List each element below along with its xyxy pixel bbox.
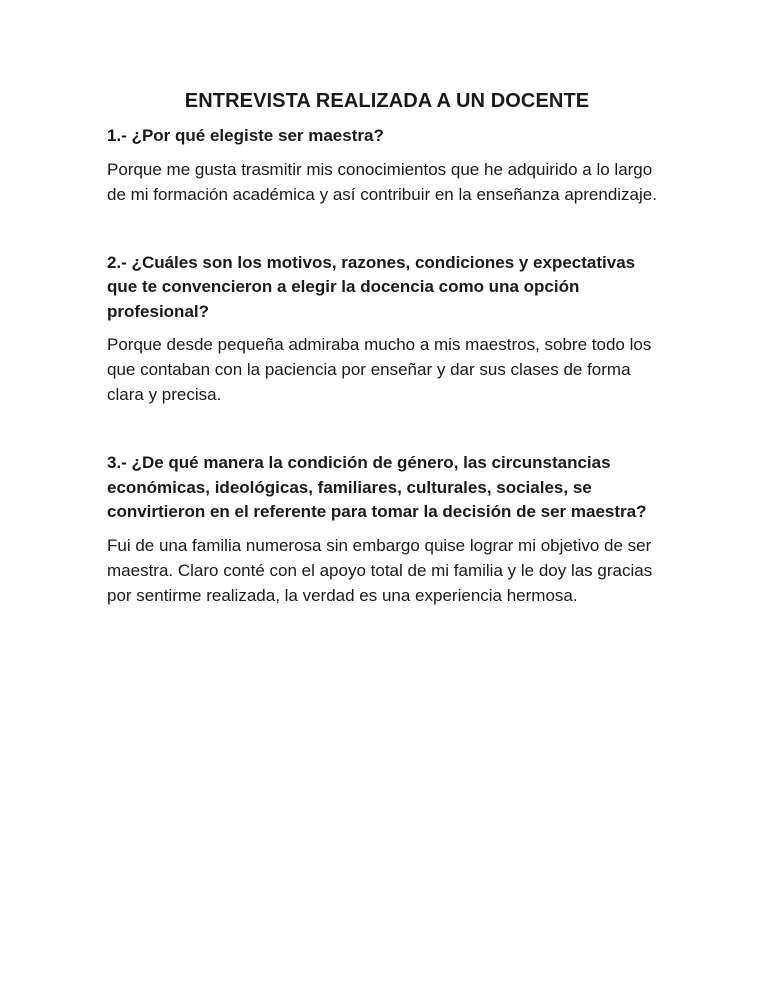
document-page — [107, 88, 667, 608]
answer-3: Fui de una familia numerosa sin embargo quise lograr mi objetivo de ser maestra. Claro conté con el apoyo total de mi familia y le doy las gracias por sentirme realizada, la verdad es una experiencia hermosa. — [107, 535, 653, 605]
interview-item-3 — [107, 451, 667, 608]
interview-item-1 — [107, 124, 667, 207]
document-title: ENTREVISTA REALIZADA A UN DOCENTE — [184, 90, 590, 112]
answer-2: Porque desde pequeña admiraba mucho a mis maestros, sobre todo los que contaban con la paciencia por enseñar y dar sus clases de forma clara y precisa. — [107, 335, 652, 404]
answer-1: Porque me gusta trasmitir mis conocimientos que he adquirido a lo largo de mi formación académica y así contribuir en la enseñanza aprendizaje. — [107, 159, 657, 204]
question-3: 3.- ¿De qué manera la condición de género, las circunstancias económicas, ideológicas, familiares, culturales, sociales, se convirtieron en el referente para tomar la decisión de ser maestra? — [107, 453, 647, 521]
interview-item-2 — [107, 251, 667, 408]
question-2: 2.- ¿Cuáles son los motivos, razones, condiciones y expectativas que te convencieron a elegir la docencia como una opción profesional? — [107, 252, 636, 321]
question-1: 1.- ¿Por qué elegiste ser maestra? — [107, 126, 384, 145]
